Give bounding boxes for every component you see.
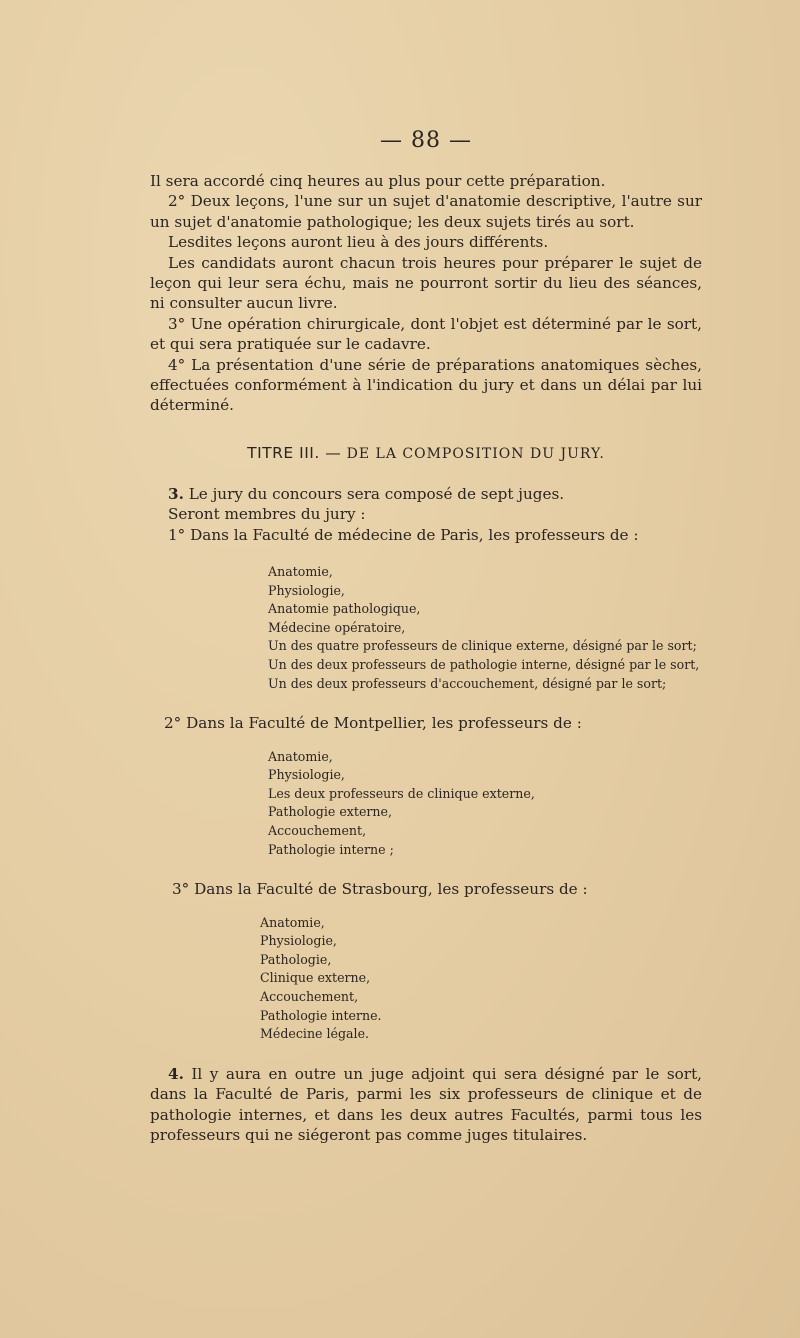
article-4-text: Il y aura en outre un juge adjoint qui sera désigné par le sort, dans la Faculté de Paris, parmi les six professeurs de clinique et de pathologie internes, et dans les deux autres Facultés, parmi tous les professeurs qui ne siégeront pas comme juges titulaires. xyxy=(150,1064,703,1144)
list-item: Accouchement, xyxy=(260,989,359,1004)
article-3-text: Le jury du concours sera composé de sept juges. xyxy=(188,484,565,503)
list-item: Anatomie pathologique, xyxy=(268,601,421,617)
article-3-paris-head: 1° Dans la Faculté de médecine de Paris, les professeurs de : xyxy=(168,525,639,544)
list-item: Physiologie, xyxy=(268,582,345,598)
list-item: Médecine opératoire, xyxy=(268,619,406,635)
article-3 xyxy=(150,484,702,504)
paragraph-presentation: 4° La présentation d'une série de préparations anatomiques sèches, effectuées conformément à l'indication du jury et dans un délai par lui déterminé. xyxy=(150,355,702,415)
title-dash: — xyxy=(325,443,342,462)
paragraph-different-days: Lesdites leçons auront lieu à des jours différents. xyxy=(168,233,549,252)
list-item: Un des deux professeurs de pathologie interne, désigné par le sort, xyxy=(268,657,700,673)
montpellier-head: 2° Dans la Faculté de Montpellier, les professeurs de : xyxy=(164,714,582,733)
document-page xyxy=(150,128,702,1145)
list-paris-professors xyxy=(268,563,702,693)
list-item: Accouchement, xyxy=(268,823,367,839)
list-item: Pathologie interne ; xyxy=(268,841,394,857)
title-sub: DE LA COMPOSITION DU JURY. xyxy=(346,445,605,462)
paragraph-preparation-time: Il sera accordé cinq heures au plus pour cette préparation. xyxy=(150,172,606,190)
list-strasbourg-professors xyxy=(260,914,702,1044)
list-item: Pathologie, xyxy=(260,951,332,967)
strasbourg-head: 3° Dans la Faculté de Strasbourg, les professeurs de : xyxy=(172,880,588,899)
list-item: Un des deux professeurs d'accouchement, désigné par le sort; xyxy=(268,675,667,691)
paragraph-candidates-prep: Les candidats auront chacun trois heures pour préparer le sujet de leçon qui leur sera échu, mais ne pourront sortir du lieu des séances, ni consulter aucun livre. xyxy=(150,253,702,313)
list-item: Clinique externe, xyxy=(260,970,371,986)
list-item: Un des quatre professeurs de clinique externe, désigné par le sort; xyxy=(268,638,697,654)
article-4-number: 4. xyxy=(168,1064,184,1083)
paragraph-two-lessons: 2° Deux leçons, l'une sur un sujet d'anatomie descriptive, l'autre sur un sujet d'anatomie pathologique; les deux sujets tirés au sort. xyxy=(150,192,702,231)
page-number: — 88 — xyxy=(380,128,472,153)
article-3-number: 3. xyxy=(168,484,184,503)
list-montpellier-professors xyxy=(268,748,702,860)
title-main: TITRE III. xyxy=(247,443,320,462)
list-item: Anatomie, xyxy=(268,748,333,764)
list-item: Les deux professeurs de clinique externe, xyxy=(268,785,535,801)
list-item: Anatomie, xyxy=(260,914,325,930)
list-item: Anatomie, xyxy=(268,564,333,580)
list-item: Médecine légale. xyxy=(260,1026,370,1042)
article-3-line2: Seront membres du jury : xyxy=(168,505,366,524)
list-item: Pathologie externe, xyxy=(268,804,392,820)
article-4 xyxy=(150,1064,702,1146)
section-title xyxy=(150,444,702,462)
list-item: Pathologie interne. xyxy=(260,1007,382,1023)
list-item: Physiologie, xyxy=(268,767,345,783)
list-item: Physiologie, xyxy=(260,933,337,949)
paragraph-operation: 3° Une opération chirurgicale, dont l'objet est déterminé par le sort, et qui sera pratiquée sur le cadavre. xyxy=(150,314,702,354)
